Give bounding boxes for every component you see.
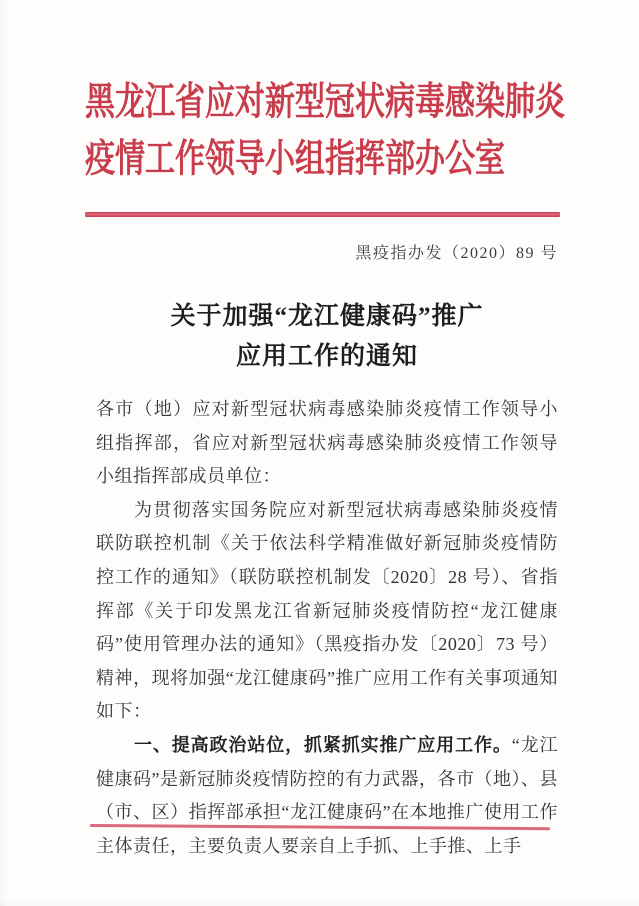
section-one-heading: 一、提高政治站位，抓紧抓实推广应用工作。 (134, 734, 512, 755)
title-line-1: 关于加强“龙江健康码”推广 (170, 303, 484, 330)
document-number: 黑疫指办发（2020）89 号 (355, 245, 558, 262)
body-paragraph-basis: 为贯彻落实国务院应对新型冠状病毒感染肺炎疫情联防联控机制《关于依法科学精准做好新冠肺炎疫情防控工作的通知》（联防联控机制发〔2020〕28 号）、省指挥部《关于印发黑龙江省新冠肺炎疫情防控“龙江健康码”使用管理办法的通知》（黑疫指办发〔2020〕73 号）精神，现将加强“龙江健康码”推广应用工作有关事项通知如下： (96, 499, 558, 722)
addressee-paragraph: 各市（地）应对新型冠状病毒感染肺炎疫情工作领导小组指挥部，省应对新型冠状病毒感染肺炎疫情工作领导小组指挥部成员单位： (96, 399, 558, 487)
section-one-text: “龙江健康码”是新冠肺炎疫情防控的有力武器，各市（地）、县（市、区）指挥部承担“龙江健康码”在本地推广使用工作主体责任，主要负责人要亲自上手抓、上手推、上手 (96, 734, 558, 856)
letterhead (85, 74, 565, 188)
document-title (96, 297, 558, 377)
letterhead-line-2: 疫情工作领导小组指挥部办公室 (85, 138, 505, 181)
body-paragraph-section-one (96, 729, 558, 863)
document-body (96, 393, 558, 863)
title-line-2: 应用工作的通知 (235, 343, 418, 370)
letterhead-line-1: 黑龙江省应对新型冠状病毒感染肺炎 (85, 81, 565, 124)
red-divider-line (85, 212, 560, 217)
